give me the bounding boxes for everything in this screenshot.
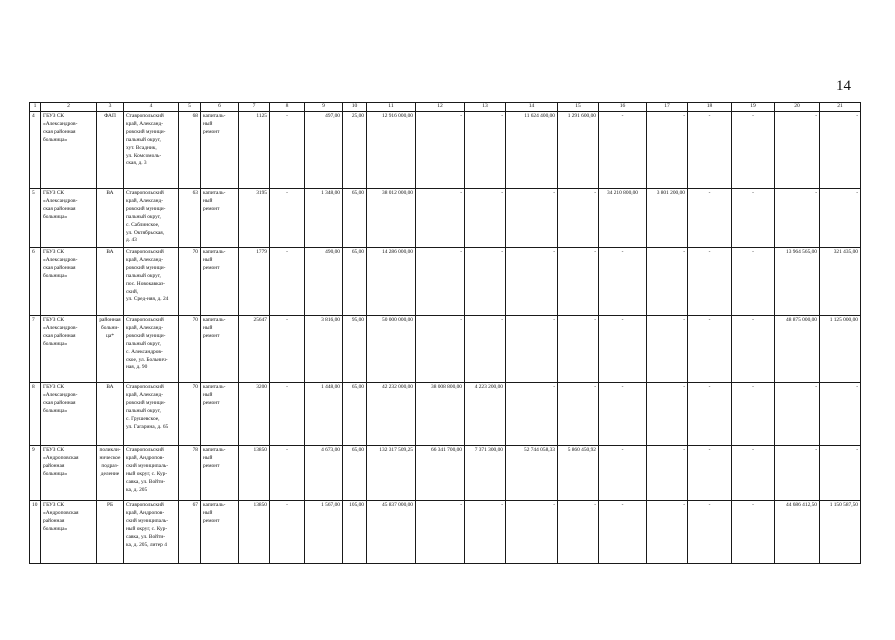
- table-cell: -: [688, 383, 732, 446]
- column-header: 17: [647, 103, 688, 112]
- table-cell: 65,00: [343, 446, 367, 501]
- table-cell: 7 371 300,00: [465, 446, 506, 501]
- table-cell: -: [775, 383, 820, 446]
- table-cell: 34 210 800,00: [599, 189, 647, 248]
- table-cell: 38 008 800,00: [416, 383, 465, 446]
- table-cell: 1 291 600,00: [558, 112, 599, 189]
- table-cell: -: [647, 316, 688, 383]
- table-cell: 78: [179, 446, 201, 501]
- table-cell: ГБУЗ СК «Александров- ская районная больница»: [41, 248, 97, 316]
- table-cell: -: [732, 316, 775, 383]
- column-header: 14: [506, 103, 558, 112]
- table-row: [30, 189, 861, 248]
- table-cell: 3200: [239, 383, 270, 446]
- table-cell: 38 012 000,00: [367, 189, 416, 248]
- table-cell: -: [416, 248, 465, 316]
- table-cell: -: [599, 383, 647, 446]
- column-header: 4: [124, 103, 179, 112]
- table-cell: ГБУЗ СК «Александров- ская районная больница»: [41, 383, 97, 446]
- table-cell: -: [465, 189, 506, 248]
- table-cell: -: [732, 383, 775, 446]
- table-cell: -: [599, 112, 647, 189]
- table-cell: ВА: [97, 189, 124, 248]
- table-cell: -: [465, 248, 506, 316]
- table-row: [30, 501, 861, 564]
- table-cell: 95,00: [343, 316, 367, 383]
- table-cell: ГБУЗ СК «Александров- ская районная больница»: [41, 316, 97, 383]
- table-cell: РБ: [97, 501, 124, 564]
- table-cell: 70: [179, 248, 201, 316]
- table-cell: капиталь- ный ремонт: [201, 248, 239, 316]
- table-cell: 13850: [239, 501, 270, 564]
- column-header: 12: [416, 103, 465, 112]
- table-header-row: [30, 103, 861, 112]
- table-cell: 1 567,00: [305, 501, 343, 564]
- column-header: 1: [30, 103, 41, 112]
- table-cell: 12 916 000,00: [367, 112, 416, 189]
- table-cell: -: [732, 112, 775, 189]
- table-cell: -: [688, 189, 732, 248]
- table-cell: 70: [179, 316, 201, 383]
- table-cell: капиталь- ный ремонт: [201, 383, 239, 446]
- table-cell: 7: [30, 316, 41, 383]
- table-cell: ГБУЗ СК «Андроповская районная больница»: [41, 446, 97, 501]
- table-cell: -: [775, 446, 820, 501]
- column-header: 21: [820, 103, 861, 112]
- column-header: 13: [465, 103, 506, 112]
- table-cell: -: [270, 446, 305, 501]
- table-cell: -: [465, 501, 506, 564]
- table-cell: ГБУЗ СК «Александров- ская районная больница»: [41, 112, 97, 189]
- table-cell: 1 125 000,00: [820, 316, 861, 383]
- table-cell: 67: [179, 501, 201, 564]
- table-cell: 50 000 000,00: [367, 316, 416, 383]
- table-cell: 65,00: [343, 383, 367, 446]
- column-header: 19: [732, 103, 775, 112]
- table-cell: -: [270, 248, 305, 316]
- table-cell: ФАП: [97, 112, 124, 189]
- table-cell: -: [506, 383, 558, 446]
- table-cell: -: [558, 248, 599, 316]
- table-cell: 10: [30, 501, 41, 564]
- table-cell: 42 232 000,00: [367, 383, 416, 446]
- table-cell: 105,00: [343, 501, 367, 564]
- table-cell: -: [599, 316, 647, 383]
- table-cell: -: [416, 316, 465, 383]
- table-cell: -: [465, 112, 506, 189]
- table-cell: -: [820, 383, 861, 446]
- page-number: 14: [836, 78, 851, 94]
- table-cell: 70: [179, 383, 201, 446]
- table-cell: -: [599, 446, 647, 501]
- table-cell: 497,00: [305, 112, 343, 189]
- table-cell: -: [647, 248, 688, 316]
- table-cell: 4 673,00: [305, 446, 343, 501]
- table-cell: 5 860 450,92: [558, 446, 599, 501]
- table-cell: -: [270, 316, 305, 383]
- table-cell: -: [688, 316, 732, 383]
- table-cell: 63: [179, 189, 201, 248]
- table-cell: -: [558, 501, 599, 564]
- table-row: [30, 446, 861, 501]
- table-cell: -: [732, 446, 775, 501]
- table-cell: -: [599, 501, 647, 564]
- table-cell: 1 348,00: [305, 189, 343, 248]
- table-cell: -: [775, 189, 820, 248]
- column-header: 9: [305, 103, 343, 112]
- table-cell: 66 341 700,00: [416, 446, 465, 501]
- table-cell: 132 317 509,25: [367, 446, 416, 501]
- table-row: [30, 383, 861, 446]
- table-cell: 45 837 000,00: [367, 501, 416, 564]
- table-cell: 5: [30, 189, 41, 248]
- table-cell: 4 223 200,00: [465, 383, 506, 446]
- table-cell: ВА: [97, 248, 124, 316]
- column-header: 20: [775, 103, 820, 112]
- table-cell: 8: [30, 383, 41, 446]
- table-cell: -: [732, 248, 775, 316]
- table-cell: ВА: [97, 383, 124, 446]
- table-cell: -: [506, 501, 558, 564]
- table-cell: 13850: [239, 446, 270, 501]
- column-header: 15: [558, 103, 599, 112]
- column-header: 6: [201, 103, 239, 112]
- table-cell: -: [688, 112, 732, 189]
- table-cell: -: [416, 189, 465, 248]
- column-header: 3: [97, 103, 124, 112]
- table-cell: 3 801 200,00: [647, 189, 688, 248]
- table-cell: 9: [30, 446, 41, 501]
- table-cell: -: [270, 501, 305, 564]
- table-cell: -: [506, 316, 558, 383]
- table-cell: капиталь- ный ремонт: [201, 446, 239, 501]
- table-cell: -: [647, 112, 688, 189]
- table-cell: 6: [30, 248, 41, 316]
- table-cell: капиталь- ный ремонт: [201, 112, 239, 189]
- table-cell: -: [820, 446, 861, 501]
- column-header: 16: [599, 103, 647, 112]
- table-cell: 25647: [239, 316, 270, 383]
- table-cell: -: [688, 248, 732, 316]
- table-cell: Ставропольский край, Александ- ровский муници- пальный округ, с. Александров- ское, ул. Больнич- ная, д. 90: [124, 316, 179, 383]
- table-cell: -: [775, 112, 820, 189]
- table-cell: районная больни- ца*: [97, 316, 124, 383]
- table-cell: 25,00: [343, 112, 367, 189]
- table-cell: -: [270, 383, 305, 446]
- table-cell: 321 435,00: [820, 248, 861, 316]
- table-cell: капиталь- ный ремонт: [201, 501, 239, 564]
- table-cell: Ставропольский край, Александ- ровский муници- пальный округ, с. Грушевское, ул. Гагарина, д. 65: [124, 383, 179, 446]
- column-header: 7: [239, 103, 270, 112]
- table-cell: -: [688, 446, 732, 501]
- table-cell: Ставропольский край, Александ- ровский муници- пальный округ, с. Саблинское, ул. Октябрьская, д. 43: [124, 189, 179, 248]
- object-table: [29, 102, 861, 564]
- table-cell: -: [599, 248, 647, 316]
- table-cell: -: [732, 189, 775, 248]
- table-cell: 1779: [239, 248, 270, 316]
- table-cell: -: [732, 501, 775, 564]
- table-cell: 13 964 565,00: [775, 248, 820, 316]
- table-row: [30, 112, 861, 189]
- table-row: [30, 248, 861, 316]
- table-cell: -: [506, 248, 558, 316]
- table-cell: -: [416, 501, 465, 564]
- table-cell: 52 744 058,33: [506, 446, 558, 501]
- table-cell: Ставропольский край, Александ- ровский муници- пальный округ, хут. Всадник, ул. Комсомоль- ская, д. 3: [124, 112, 179, 189]
- table-cell: -: [820, 189, 861, 248]
- table-cell: 1125: [239, 112, 270, 189]
- column-header: 5: [179, 103, 201, 112]
- table-cell: -: [558, 189, 599, 248]
- table-cell: -: [647, 501, 688, 564]
- table-cell: 3 816,00: [305, 316, 343, 383]
- table-cell: -: [558, 383, 599, 446]
- table-cell: 68: [179, 112, 201, 189]
- table-cell: 48 875 000,00: [775, 316, 820, 383]
- table-cell: -: [647, 446, 688, 501]
- table-cell: Ставропольский край, Александ- ровский муници- пальный округ, пос. Новокавказ- ский, ул. Сред-няя, д. 24: [124, 248, 179, 316]
- column-header: 11: [367, 103, 416, 112]
- column-header: 10: [343, 103, 367, 112]
- table-cell: -: [416, 112, 465, 189]
- table-cell: 490,00: [305, 248, 343, 316]
- table-cell: -: [506, 189, 558, 248]
- table-cell: Ставропольский край, Андропов- ский муниципаль- ный округ, с. Кур- савка, ул. Войти- ка, д. 205, литер 4: [124, 501, 179, 564]
- table-cell: капиталь- ный ремонт: [201, 316, 239, 383]
- table-cell: ГБУЗ СК «Андроповская районная больница»: [41, 501, 97, 564]
- table-cell: 65,00: [343, 248, 367, 316]
- table-cell: Ставропольский край, Андропов- ский муниципаль- ный округ, с. Кур- савка, ул. Войти- ка, д. 205: [124, 446, 179, 501]
- table-cell: ГБУЗ СК «Александров- ская районная больница»: [41, 189, 97, 248]
- table-cell: 65,00: [343, 189, 367, 248]
- table-cell: -: [270, 189, 305, 248]
- table-row: [30, 316, 861, 383]
- table-cell: -: [820, 112, 861, 189]
- table-cell: капиталь- ный ремонт: [201, 189, 239, 248]
- table-cell: -: [558, 316, 599, 383]
- column-header: 2: [41, 103, 97, 112]
- table-cell: поликли- ническое подраз- деление: [97, 446, 124, 501]
- table-cell: 3195: [239, 189, 270, 248]
- column-header: 18: [688, 103, 732, 112]
- table-cell: -: [688, 501, 732, 564]
- table-cell: 1 150 587,50: [820, 501, 861, 564]
- table-cell: 11 624 400,00: [506, 112, 558, 189]
- table-cell: -: [465, 316, 506, 383]
- table-cell: 44 686 412,50: [775, 501, 820, 564]
- table-cell: -: [270, 112, 305, 189]
- table-cell: 1 448,00: [305, 383, 343, 446]
- table-cell: -: [647, 383, 688, 446]
- column-header: 8: [270, 103, 305, 112]
- table-cell: 14 286 000,00: [367, 248, 416, 316]
- table-cell: 4: [30, 112, 41, 189]
